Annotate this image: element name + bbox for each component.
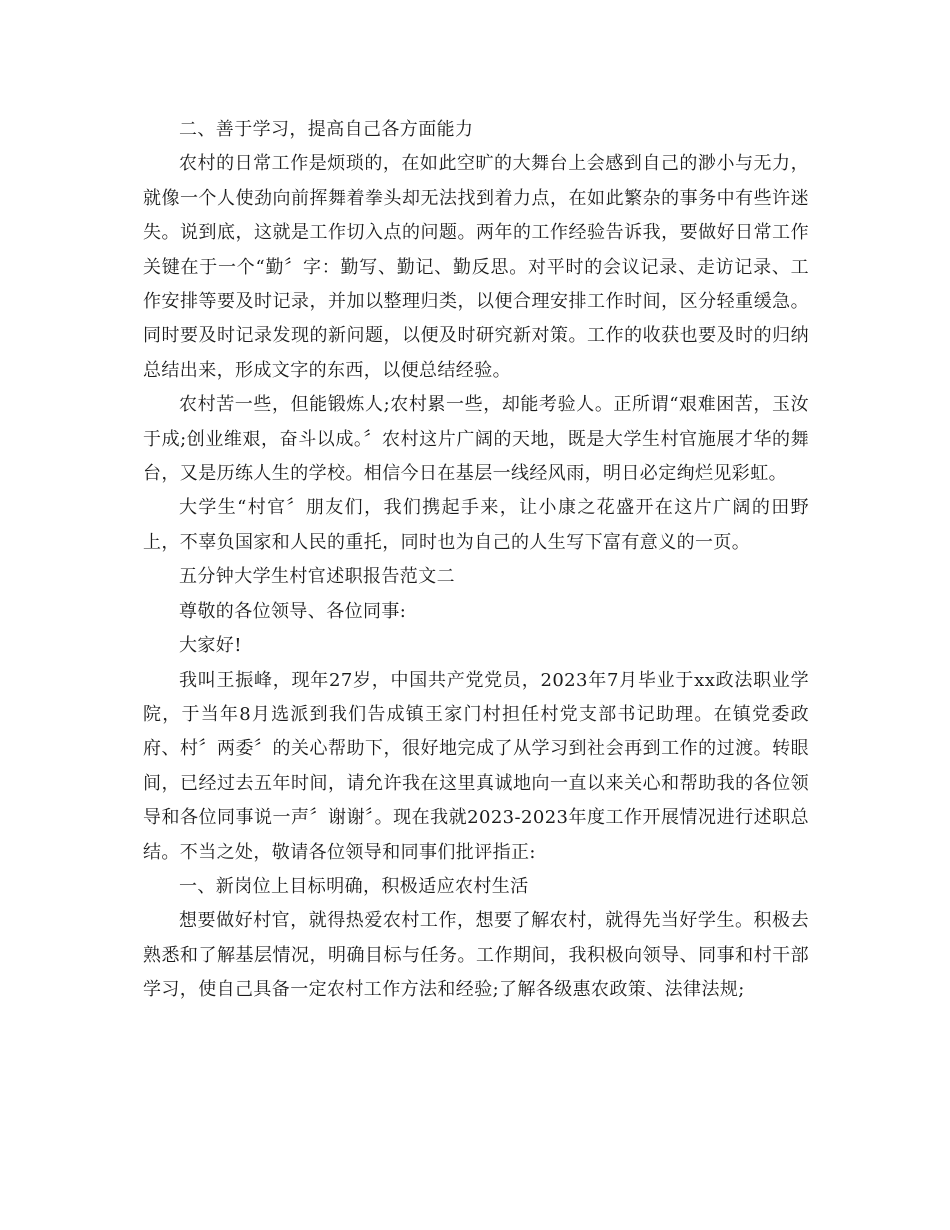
body-paragraph: 农村的日常工作是烦琐的，在如此空旷的大舞台上会感到自己的渺小与无力，就像一个人使劲向前挥舞着拳头却无法找到着力点，在如此繁杂的事务中有些许迷失。说到底，这就是工作切入点的问题。两年的工作经验告诉我，要做好日常工作关键在于一个“勤〞字：勤写、勤记、勤反思。对平时的会议记录、走访记录、工作安排等要及时记录，并加以整理归类，以便合理安排工作时间，区分轻重缓急。同时要及时记录发现的新问题，以便及时研究新对策。工作的收获也要及时的归纳总结出来，形成文字的东西，以便总结经验。 xyxy=(143,153,809,381)
greeting: 大家好! xyxy=(179,635,242,657)
section-heading: 二、善于学习，提高自己各方面能力 xyxy=(179,119,474,140)
salutation: 尊敬的各位领导、各位同事: xyxy=(179,600,407,622)
document-subtitle: 五分钟大学生村官述职报告范文二 xyxy=(179,566,455,588)
body-paragraph: 想要做好村官，就得热爱农村工作，想要了解农村，就得先当好学生。积极去熟悉和了解基层情况，明确目标与任务。工作期间，我积极向领导、同事和村干部学习，使自己具备一定农村工作方法和经验;了解各级惠农政策、法律法规; xyxy=(143,910,809,1001)
body-paragraph: 我叫王振峰，现年27岁，中国共产党党员，2023年7月毕业于xx政法职业学院，于当年8月选派到我们告成镇王家门村担任村党支部书记助理。在镇党委政府、村〞两委〞的关心帮助下，很好地完成了从学习到社会再到工作的过渡。转眼间，已经过去五年时间，请允许我在这里真诚地向一直以来关心和帮助我的各位领导和各位同事说一声〞谢谢〞。现在我就2023-2023年度工作开展情况进行述职总结。不当之处，敬请各位领导和同事们批评指正: xyxy=(143,669,809,863)
section-heading: 一、新岗位上目标明确，积极适应农村生活 xyxy=(179,875,529,897)
body-paragraph: 大学生“村官〞朋友们，我们携起手来，让小康之花盛开在这片广阔的田野上，不辜负国家和人民的重托，同时也为自己的人生写下富有意义的一页。 xyxy=(143,497,809,553)
body-paragraph: 农村苦一些，但能锻炼人;农村累一些，却能考验人。正所谓“艰难困苦，玉汝于成;创业维艰，奋斗以成。〞农村这片广阔的天地，既是大学生村官施展才华的舞台，又是历练人生的学校。相信今日在基层一线经风雨，明日必定绚烂见彩虹。 xyxy=(143,394,809,485)
document-body xyxy=(143,113,809,1008)
